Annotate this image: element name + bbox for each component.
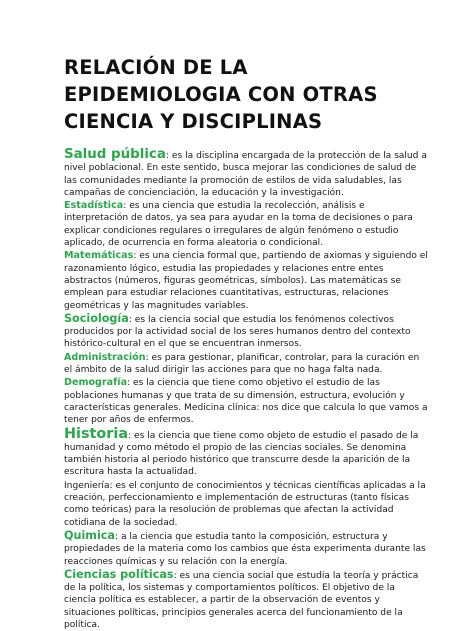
entry-ingenieria [64,480,428,529]
definition-text: : a la ciencia que estudia tanto la composición, estructura y propiedades de la materia como los cambios que ésta experimenta durante las reacciones químicas y su relación con la energía. [64,531,426,567]
entry-estadistica [64,200,428,249]
entry-demografia [64,377,428,426]
entry-administracion [64,352,428,377]
term-label: Estadística [64,200,124,212]
definition-text: : es la ciencia social que estudia los fenómenos colectivos producidos por la actividad social de los seres humanos dentro del contexto histórico-cultural en el que se encuentran inmersos. [64,314,411,350]
definition-text: : es una ciencia formal que, partiendo de axiomas y siguiendo el razonamiento lógico, estudia las propiedades y relaciones entre entes abstractos (números, figuras geométricas, símbolos). Las matemáticas se emplean para estudiar relaciones cuantitativas, estructuras, relaciones geométricas y las magnitudes variables. [64,251,428,311]
term-label: Matemáticas [64,250,134,262]
term-label: Quimica [64,528,115,542]
entry-salud-publica [64,149,428,199]
definition-text: : es la ciencia que tiene como objetivo el estudio de las poblaciones humanas y que trata de su dimensión, estructura, evolución y características generales. Medicina clínica: nos dice que calcula lo que vamos a tener por años de enfermos. [64,378,428,426]
entry-matematicas [64,250,428,311]
document-title [64,54,428,135]
term-label: Ciencias políticas [64,567,174,581]
definition-text: : es la ciencia que tiene como objeto de estudio el pasado de la humanidad y como método el propio de las ciencias sociales. Se denomina también historia al periodo histórico que transcurre desde la aparición de la escritura hasta la actualidad. [64,430,419,478]
definition-text: : es una ciencia que estudia la recolección, análisis e interpretación de datos, ya sea para ayudar en la toma de decisiones o para explicar condiciones regulares o irregulares de algún fenómeno o estudio aplicado, de ocurrencia en forma aleatoria o condicional. [64,201,413,249]
entry-quimica [64,530,428,568]
definition-text: Ingeniería: es el conjunto de conocimientos y técnicas científicas aplicadas a la creación, perfeccionamiento e implementación de estructuras (tanto físicas como teóricas) para la resolución de problemas que afectan la actividad cotidiana de la sociedad. [64,480,426,528]
term-label: Salud pública [64,147,166,162]
term-label: Historia [64,425,129,442]
entry-sociologia [64,313,428,351]
entry-historia [64,425,428,479]
term-label: Sociología [64,311,129,325]
title-line-2: EPIDEMIOLOGIA CON OTRAS [64,83,378,106]
term-label: Demografía [64,377,128,389]
title-line-3: CIENCIA Y DISCIPLINAS [64,110,323,133]
entry-ciencias-politicas [64,569,428,631]
title-line-1: RELACIÓN DE LA [64,56,248,79]
definition-text: : es la disciplina encargada de la protección de la salud a nivel poblacional. En este sentido, busca mejorar las condiciones de salud de las comunidades mediante la promoción de estilos de vida saludables, las campañas de concienciación, la educación y la investigación. [64,151,427,198]
definition-text: : es para gestionar, planificar, controlar, para la curación en el ámbito de la salud dirigir las acciones para que no haga falta nada. [64,352,420,376]
definition-text: : es una ciencia social que estudia la teoría y práctica de la política, los sistemas y comportamientos políticos. El objetivo de la ciencia política es establecer, a partir de la observación de eventos y situaciones políticas, principios generales acerca del funcionamiento de la política. [64,570,419,630]
term-label: Administración [64,351,146,363]
